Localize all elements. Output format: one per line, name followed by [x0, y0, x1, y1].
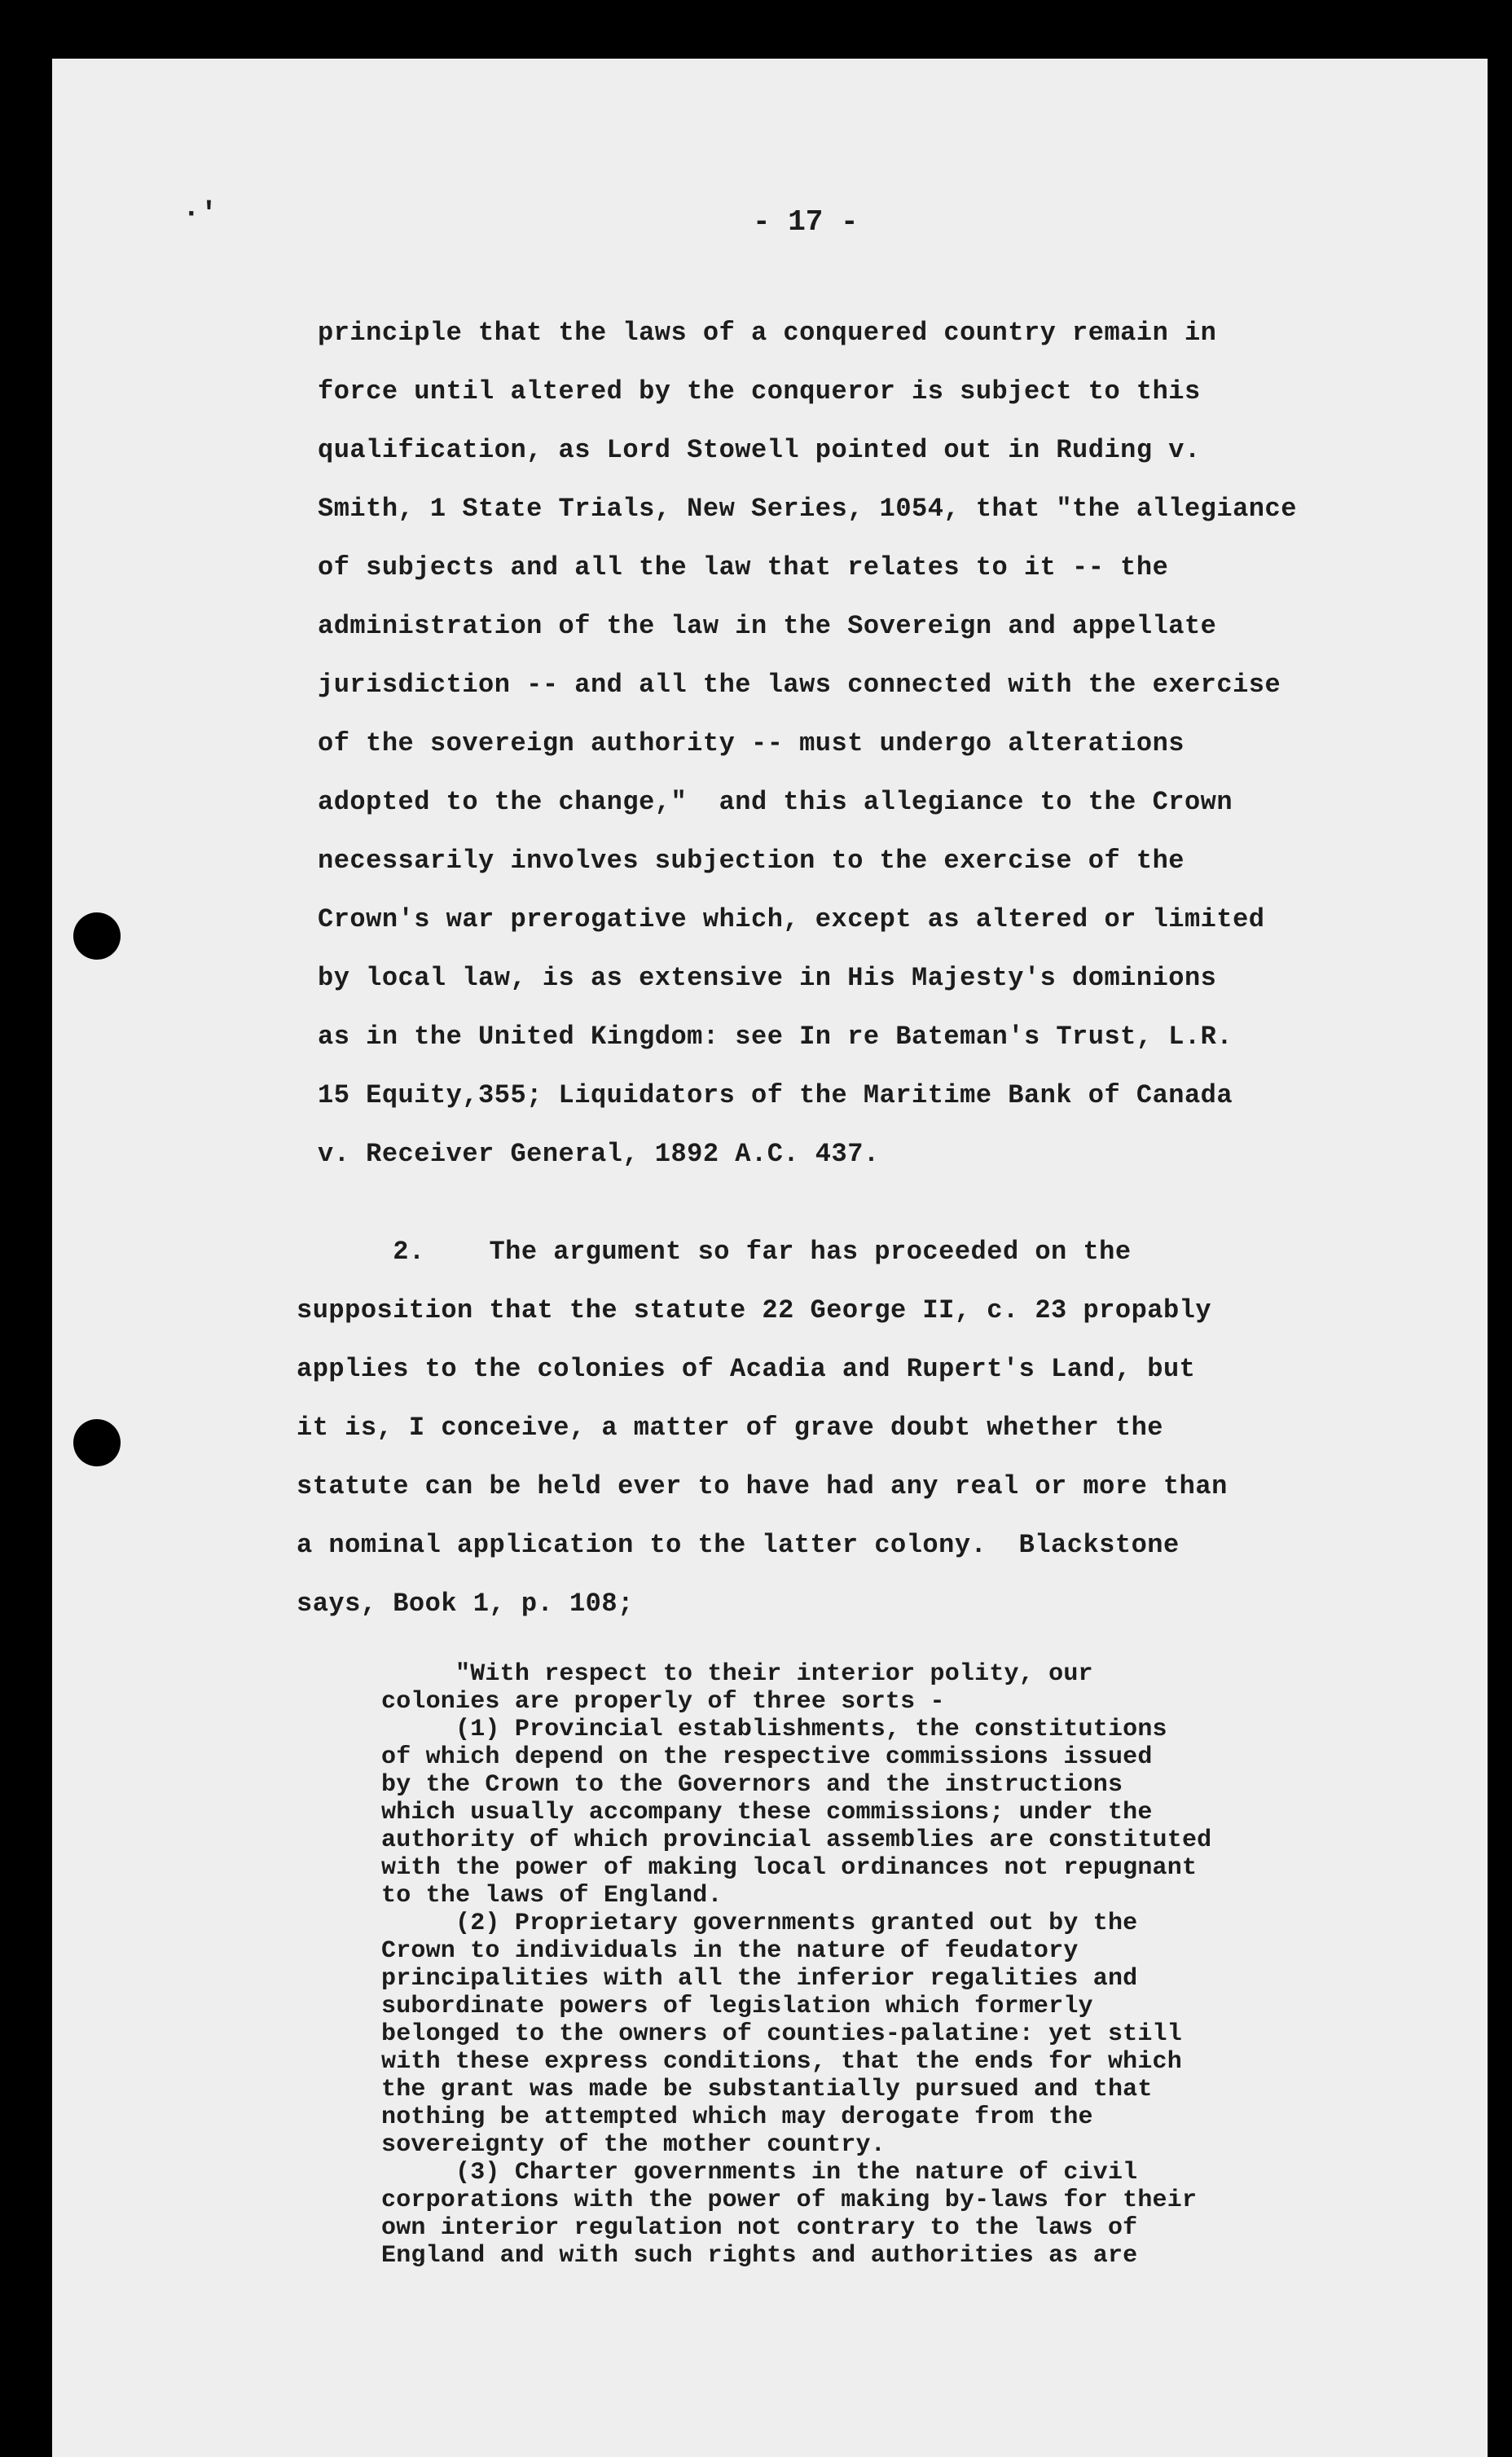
text-line: 15 Equity,355; Liquidators of the Maritime Bank of Canada: [318, 1080, 1233, 1110]
text-line: by local law, is as extensive in His Majesty's dominions: [318, 963, 1217, 993]
text-line: as in the United Kingdom: see In re Bateman's Trust, L.R.: [318, 1022, 1233, 1052]
quote-line: by the Crown to the Governors and the instructions: [381, 1771, 1123, 1799]
margin-mark: ·': [182, 197, 218, 231]
quote-line: principalities with all the inferior regalities and: [381, 1965, 1138, 1993]
text-line: of subjects and all the law that relates to it -- the: [318, 552, 1169, 582]
quote-line: with these express conditions, that the ends for which: [381, 2048, 1182, 2076]
quote-line: (2) Proprietary governments granted out by the: [381, 1910, 1138, 1937]
quote-line: (1) Provincial establishments, the constitutions: [381, 1716, 1167, 1743]
quote-line: "With respect to their interior polity, our: [381, 1660, 1093, 1688]
quote-line: Crown to individuals in the nature of feudatory: [381, 1937, 1079, 1965]
quote-line: own interior regulation not contrary to the laws of: [381, 2214, 1138, 2242]
text-line: statute can be held ever to have had any real or more than: [297, 1471, 1228, 1501]
punch-hole-lower: [73, 1419, 121, 1466]
text-line: jurisdiction -- and all the laws connected with the exercise: [318, 670, 1281, 700]
quote-line: belonged to the owners of counties-palatine: yet still: [381, 2020, 1182, 2048]
quote-line: to the laws of England.: [381, 1882, 723, 1910]
quote-line: authority of which provincial assemblies are constituted: [381, 1826, 1212, 1854]
quote-line: the grant was made be substantially pursued and that: [381, 2076, 1153, 2103]
text-line: supposition that the statute 22 George II, c. 23 propably: [297, 1295, 1212, 1325]
quote-line: corporations with the power of making by-laws for their: [381, 2187, 1198, 2214]
text-line: it is, I conceive, a matter of grave doubt whether the: [297, 1413, 1163, 1443]
text-line: of the sovereign authority -- must undergo alterations: [318, 728, 1185, 758]
text-line: 2. The argument so far has proceeded on the: [297, 1237, 1132, 1267]
punch-hole-upper: [73, 912, 121, 960]
text-line: force until altered by the conqueror is subject to this: [318, 376, 1201, 407]
quote-line: (3) Charter governments in the nature of civil: [381, 2159, 1138, 2187]
text-line: Crown's war prerogative which, except as altered or limited: [318, 904, 1265, 934]
text-line: qualification, as Lord Stowell pointed out in Ruding v.: [318, 435, 1201, 465]
quote-line: subordinate powers of legislation which formerly: [381, 1993, 1093, 2020]
text-line: a nominal application to the latter colony. Blackstone: [297, 1530, 1180, 1560]
text-line: Smith, 1 State Trials, New Series, 1054, that "the allegiance: [318, 494, 1297, 524]
document-page: [52, 59, 1488, 2457]
text-line: administration of the law in the Sovereign and appellate: [318, 611, 1217, 641]
quote-line: of which depend on the respective commissions issued: [381, 1743, 1153, 1771]
text-line: adopted to the change," and this allegiance to the Crown: [318, 787, 1233, 817]
text-line: says, Book 1, p. 108;: [297, 1589, 634, 1619]
quote-line: nothing be attempted which may derogate from the: [381, 2103, 1093, 2131]
quote-line: which usually accompany these commissions; under the: [381, 1799, 1153, 1826]
text-line: v. Receiver General, 1892 A.C. 437.: [318, 1139, 880, 1169]
quote-line: with the power of making local ordinances not repugnant: [381, 1854, 1198, 1882]
quote-line: colonies are properly of three sorts -: [381, 1688, 945, 1716]
quote-line: sovereignty of the mother country.: [381, 2131, 886, 2159]
page-number: - 17 -: [753, 205, 859, 239]
text-line: applies to the colonies of Acadia and Rupert's Land, but: [297, 1354, 1196, 1384]
quote-line: England and with such rights and authorities as are: [381, 2242, 1138, 2270]
text-line: principle that the laws of a conquered country remain in: [318, 318, 1217, 348]
text-line: necessarily involves subjection to the exercise of the: [318, 846, 1185, 876]
